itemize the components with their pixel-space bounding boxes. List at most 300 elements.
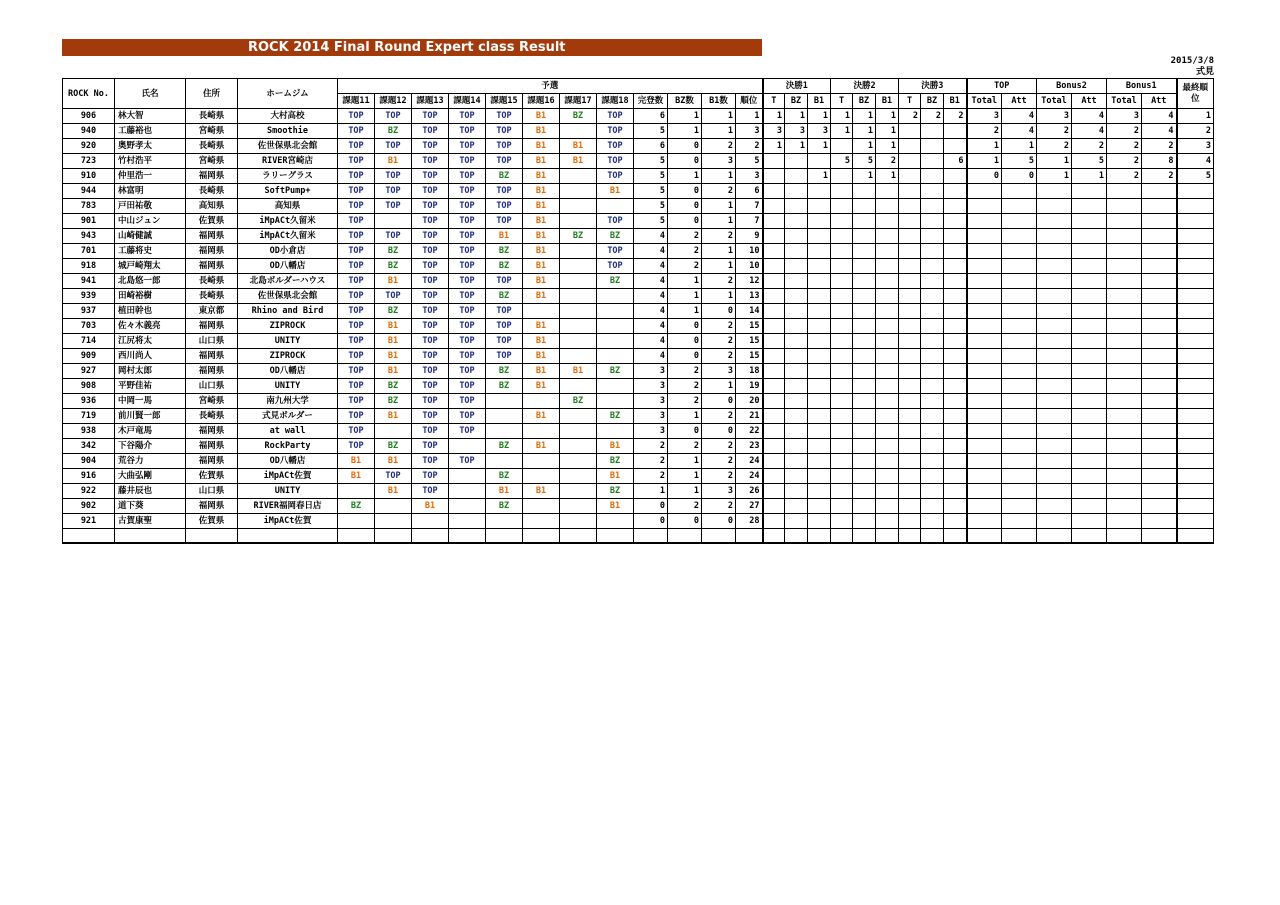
cell-problem-result — [597, 319, 634, 334]
cell-problem-result — [560, 514, 597, 529]
cell-bz-count: 2 — [668, 379, 702, 394]
cell-top-att — [1002, 484, 1037, 499]
cell-name: 下谷陽介 — [115, 439, 186, 454]
cell-f2-b1: 1 — [876, 139, 899, 154]
cell-top-total — [967, 514, 1002, 529]
cell-bonus1-total — [1107, 334, 1142, 349]
cell-bonus2-att — [1072, 349, 1107, 364]
cell-name: 林大智 — [115, 109, 186, 124]
header-final-rank: 最終順位 — [1177, 79, 1214, 109]
cell-bonus2-total: 3 — [1037, 109, 1072, 124]
table-row — [63, 289, 1214, 304]
cell-completed: 4 — [634, 289, 668, 304]
cell-f1-t — [763, 469, 785, 484]
cell-problem-result: BZ — [486, 289, 523, 304]
cell-bonus2-total — [1037, 394, 1072, 409]
cell-problem-result: BZ — [375, 259, 412, 274]
cell-pref: 福岡県 — [186, 499, 238, 514]
cell-bonus2-att — [1072, 214, 1107, 229]
cell-f2-bz: 1 — [853, 139, 876, 154]
cell-bz-count: 1 — [668, 484, 702, 499]
cell-b1-count: 1 — [702, 199, 736, 214]
table-row — [63, 154, 1214, 169]
cell-problem-result: TOP — [597, 169, 634, 184]
cell-final-rank — [1177, 334, 1214, 349]
cell-completed: 2 — [634, 439, 668, 454]
cell-final-rank: 1 — [1177, 109, 1214, 124]
cell-rank: 21 — [736, 409, 763, 424]
cell-gym: Rhino and Bird — [238, 304, 338, 319]
cell-problem-result: B1 — [375, 454, 412, 469]
header-problem: 課題18 — [597, 94, 634, 109]
cell-f3-b1 — [944, 469, 967, 484]
cell-name: 荒谷力 — [115, 454, 186, 469]
cell-problem-result — [338, 484, 375, 499]
cell-bonus1-total — [1107, 229, 1142, 244]
cell-problem-result — [486, 514, 523, 529]
header-top-total: Total — [967, 94, 1002, 109]
cell-completed: 5 — [634, 154, 668, 169]
cell-problem-result: TOP — [338, 259, 375, 274]
cell-rank: 12 — [736, 274, 763, 289]
cell-f2-bz — [853, 214, 876, 229]
cell-name: 中山ジュン — [115, 214, 186, 229]
cell-f2-bz — [853, 199, 876, 214]
cell-bonus2-att: 1 — [1072, 169, 1107, 184]
cell-rank: 14 — [736, 304, 763, 319]
cell-bz-count: 1 — [668, 289, 702, 304]
cell-problem-result — [375, 499, 412, 514]
cell-problem-result: TOP — [338, 184, 375, 199]
cell-problem-result: B1 — [523, 199, 560, 214]
cell-bonus1-att — [1142, 184, 1177, 199]
cell-problem-result: BZ — [597, 454, 634, 469]
cell-problem-result: TOP — [412, 409, 449, 424]
header-problem: 課題12 — [375, 94, 412, 109]
cell-top-total — [967, 289, 1002, 304]
cell-name: 奥野孝太 — [115, 139, 186, 154]
cell-problem-result: TOP — [597, 154, 634, 169]
cell-problem-result: TOP — [597, 244, 634, 259]
cell-f3-t — [899, 154, 921, 169]
cell-completed: 4 — [634, 349, 668, 364]
cell-rank: 7 — [736, 214, 763, 229]
header-bonus2: Bonus2 — [1037, 79, 1107, 94]
cell-empty — [186, 529, 238, 544]
cell-bz-count: 2 — [668, 439, 702, 454]
cell-f3-t — [899, 424, 921, 439]
cell-f1-bz: 3 — [785, 124, 808, 139]
cell-bz-count: 0 — [668, 139, 702, 154]
cell-f3-t — [899, 244, 921, 259]
cell-problem-result: TOP — [338, 139, 375, 154]
cell-problem-result: BZ — [338, 499, 375, 514]
table-row — [63, 244, 1214, 259]
cell-problem-result: B1 — [375, 409, 412, 424]
cell-problem-result: TOP — [449, 289, 486, 304]
cell-problem-result: TOP — [449, 169, 486, 184]
cell-top-total — [967, 214, 1002, 229]
cell-bz-count: 0 — [668, 214, 702, 229]
cell-bonus2-total — [1037, 214, 1072, 229]
cell-top-att — [1002, 469, 1037, 484]
cell-bonus1-total: 2 — [1107, 154, 1142, 169]
cell-final-rank — [1177, 244, 1214, 259]
event-date: 2015/3/8 — [1170, 56, 1214, 66]
cell-bonus1-total — [1107, 454, 1142, 469]
cell-top-att — [1002, 274, 1037, 289]
cell-rock-no: 719 — [63, 409, 115, 424]
cell-bonus2-att — [1072, 499, 1107, 514]
cell-top-att — [1002, 259, 1037, 274]
cell-final-rank — [1177, 184, 1214, 199]
cell-bonus2-att — [1072, 514, 1107, 529]
cell-f1-b1 — [808, 454, 831, 469]
cell-problem-result — [560, 274, 597, 289]
cell-completed: 4 — [634, 319, 668, 334]
cell-f3-b1 — [944, 214, 967, 229]
cell-f3-b1 — [944, 349, 967, 364]
cell-f2-b1 — [876, 334, 899, 349]
cell-empty — [921, 529, 944, 544]
cell-f2-bz: 1 — [853, 124, 876, 139]
table-body — [63, 109, 1214, 544]
cell-top-att — [1002, 229, 1037, 244]
cell-bonus2-total — [1037, 274, 1072, 289]
cell-b1-count: 1 — [702, 259, 736, 274]
cell-f2-t — [831, 184, 853, 199]
cell-problem-result: BZ — [597, 274, 634, 289]
header-final3-bz: BZ — [921, 94, 944, 109]
cell-problem-result: B1 — [523, 364, 560, 379]
table-row — [63, 469, 1214, 484]
cell-problem-result: TOP — [486, 109, 523, 124]
cell-empty — [702, 529, 736, 544]
cell-f1-b1 — [808, 319, 831, 334]
cell-b1-count: 3 — [702, 154, 736, 169]
cell-top-att: 1 — [1002, 139, 1037, 154]
cell-bonus2-total — [1037, 514, 1072, 529]
cell-b1-count: 0 — [702, 514, 736, 529]
cell-problem-result — [486, 424, 523, 439]
cell-problem-result: B1 — [486, 229, 523, 244]
header-final1-bz: BZ — [785, 94, 808, 109]
cell-f2-bz — [853, 289, 876, 304]
cell-f3-bz — [921, 349, 944, 364]
cell-f2-t — [831, 244, 853, 259]
cell-problem-result: TOP — [338, 319, 375, 334]
cell-final-rank — [1177, 424, 1214, 439]
cell-top-att — [1002, 304, 1037, 319]
cell-problem-result: TOP — [375, 139, 412, 154]
cell-problem-result — [375, 424, 412, 439]
cell-problem-result: TOP — [449, 319, 486, 334]
cell-rock-no: 902 — [63, 499, 115, 514]
cell-completed: 6 — [634, 139, 668, 154]
table-row — [63, 484, 1214, 499]
cell-problem-result: B1 — [597, 469, 634, 484]
cell-empty — [876, 529, 899, 544]
cell-problem-result: BZ — [486, 364, 523, 379]
cell-problem-result — [560, 214, 597, 229]
cell-f1-bz — [785, 394, 808, 409]
cell-problem-result — [486, 394, 523, 409]
cell-final-rank — [1177, 304, 1214, 319]
cell-rank: 13 — [736, 289, 763, 304]
cell-empty — [808, 529, 831, 544]
cell-bonus1-att — [1142, 469, 1177, 484]
cell-f2-b1 — [876, 424, 899, 439]
cell-problem-result: B1 — [375, 349, 412, 364]
cell-f2-bz — [853, 394, 876, 409]
cell-rank: 10 — [736, 244, 763, 259]
cell-f2-b1 — [876, 349, 899, 364]
cell-bonus2-total — [1037, 184, 1072, 199]
cell-top-att: 0 — [1002, 169, 1037, 184]
cell-bonus2-att: 5 — [1072, 154, 1107, 169]
cell-bonus2-total — [1037, 379, 1072, 394]
cell-f3-t — [899, 229, 921, 244]
cell-problem-result: B1 — [338, 469, 375, 484]
cell-f3-bz — [921, 214, 944, 229]
cell-f2-b1 — [876, 229, 899, 244]
cell-f2-bz — [853, 409, 876, 424]
cell-name: 北島悠一郎 — [115, 274, 186, 289]
cell-f1-bz — [785, 499, 808, 514]
cell-pref: 福岡県 — [186, 259, 238, 274]
cell-problem-result: TOP — [338, 154, 375, 169]
cell-problem-result — [523, 424, 560, 439]
cell-top-att: 4 — [1002, 124, 1037, 139]
cell-f3-t — [899, 184, 921, 199]
cell-bonus1-att — [1142, 259, 1177, 274]
cell-f1-b1 — [808, 184, 831, 199]
cell-empty — [375, 529, 412, 544]
cell-f2-t — [831, 469, 853, 484]
cell-f2-b1 — [876, 364, 899, 379]
cell-bonus1-total: 2 — [1107, 139, 1142, 154]
cell-name: 岡村太郎 — [115, 364, 186, 379]
cell-gym: RIVER福岡春日店 — [238, 499, 338, 514]
cell-bz-count: 2 — [668, 229, 702, 244]
cell-f3-b1 — [944, 334, 967, 349]
cell-rock-no: 921 — [63, 514, 115, 529]
cell-f2-t — [831, 364, 853, 379]
cell-name: 工藤将史 — [115, 244, 186, 259]
cell-empty — [1177, 529, 1214, 544]
cell-problem-result: B1 — [523, 334, 560, 349]
cell-f3-bz — [921, 124, 944, 139]
cell-bonus1-att — [1142, 439, 1177, 454]
cell-problem-result: TOP — [412, 289, 449, 304]
cell-f3-b1 — [944, 244, 967, 259]
cell-top-total: 1 — [967, 139, 1002, 154]
cell-bonus1-total — [1107, 484, 1142, 499]
cell-problem-result: B1 — [375, 274, 412, 289]
cell-f3-bz — [921, 244, 944, 259]
cell-bonus1-total — [1107, 199, 1142, 214]
cell-f2-bz — [853, 349, 876, 364]
cell-f2-t — [831, 514, 853, 529]
cell-pref: 東京都 — [186, 304, 238, 319]
cell-problem-result: B1 — [338, 454, 375, 469]
cell-problem-result: B1 — [523, 184, 560, 199]
cell-problem-result: TOP — [486, 124, 523, 139]
cell-name: 林富明 — [115, 184, 186, 199]
cell-problem-result — [449, 514, 486, 529]
cell-problem-result — [560, 319, 597, 334]
cell-f3-t — [899, 304, 921, 319]
cell-completed: 2 — [634, 469, 668, 484]
cell-problem-result: TOP — [412, 244, 449, 259]
cell-top-total — [967, 469, 1002, 484]
cell-empty — [763, 529, 785, 544]
cell-rank: 15 — [736, 319, 763, 334]
cell-f2-b1 — [876, 184, 899, 199]
cell-f1-b1 — [808, 469, 831, 484]
cell-problem-result — [523, 499, 560, 514]
cell-problem-result: TOP — [412, 439, 449, 454]
cell-b1-count: 2 — [702, 274, 736, 289]
cell-bonus2-total — [1037, 289, 1072, 304]
cell-f2-b1 — [876, 214, 899, 229]
cell-f1-bz — [785, 274, 808, 289]
cell-empty — [1072, 529, 1107, 544]
cell-bonus1-total: 2 — [1107, 169, 1142, 184]
cell-gym: iMpACt久留米 — [238, 214, 338, 229]
cell-bonus1-total — [1107, 499, 1142, 514]
header-problem: 課題17 — [560, 94, 597, 109]
cell-name: 木戸竜馬 — [115, 424, 186, 439]
cell-problem-result: TOP — [375, 109, 412, 124]
cell-rank: 2 — [736, 139, 763, 154]
cell-top-total — [967, 364, 1002, 379]
cell-pref: 山口県 — [186, 484, 238, 499]
cell-f3-bz — [921, 469, 944, 484]
cell-f2-bz: 1 — [853, 109, 876, 124]
cell-top-total — [967, 379, 1002, 394]
header-name: 氏名 — [115, 79, 186, 109]
cell-f3-b1 — [944, 409, 967, 424]
cell-completed: 3 — [634, 379, 668, 394]
cell-problem-result: BZ — [375, 244, 412, 259]
cell-name: 工藤裕也 — [115, 124, 186, 139]
cell-rank: 5 — [736, 154, 763, 169]
cell-bonus1-total — [1107, 319, 1142, 334]
cell-f2-t — [831, 334, 853, 349]
cell-pref: 山口県 — [186, 334, 238, 349]
cell-completed: 2 — [634, 454, 668, 469]
cell-f3-t — [899, 139, 921, 154]
header-final2: 決勝2 — [831, 79, 899, 94]
cell-name: 田崎裕樹 — [115, 289, 186, 304]
cell-top-total — [967, 409, 1002, 424]
cell-f1-t — [763, 289, 785, 304]
cell-problem-result: TOP — [338, 289, 375, 304]
header-final3: 決勝3 — [899, 79, 967, 94]
table-row — [63, 349, 1214, 364]
cell-top-att — [1002, 424, 1037, 439]
cell-bonus1-total — [1107, 274, 1142, 289]
cell-f3-bz — [921, 139, 944, 154]
cell-f3-t — [899, 454, 921, 469]
cell-bonus1-total — [1107, 439, 1142, 454]
cell-problem-result: TOP — [449, 154, 486, 169]
table-row — [63, 499, 1214, 514]
cell-f2-t — [831, 229, 853, 244]
cell-f1-t — [763, 244, 785, 259]
cell-pref: 長崎県 — [186, 139, 238, 154]
cell-bonus2-att — [1072, 364, 1107, 379]
cell-problem-result: TOP — [486, 184, 523, 199]
cell-rock-no: 916 — [63, 469, 115, 484]
cell-f2-t: 1 — [831, 109, 853, 124]
cell-top-total: 2 — [967, 124, 1002, 139]
cell-rank: 9 — [736, 229, 763, 244]
cell-f1-bz — [785, 514, 808, 529]
cell-problem-result: TOP — [412, 304, 449, 319]
cell-f3-bz — [921, 229, 944, 244]
cell-f1-t — [763, 454, 785, 469]
header-problem: 課題15 — [486, 94, 523, 109]
cell-rank: 24 — [736, 469, 763, 484]
cell-name: 藤井辰也 — [115, 484, 186, 499]
cell-bonus2-total — [1037, 229, 1072, 244]
cell-bonus2-att — [1072, 379, 1107, 394]
cell-rank: 3 — [736, 124, 763, 139]
cell-bonus2-total: 2 — [1037, 124, 1072, 139]
cell-f3-b1 — [944, 184, 967, 199]
cell-problem-result: TOP — [412, 274, 449, 289]
cell-problem-result — [560, 169, 597, 184]
cell-bonus1-total — [1107, 259, 1142, 274]
cell-f1-bz — [785, 454, 808, 469]
cell-f1-t — [763, 274, 785, 289]
cell-bonus1-att — [1142, 244, 1177, 259]
cell-bonus1-att — [1142, 364, 1177, 379]
cell-completed: 6 — [634, 109, 668, 124]
header-final2-b1: B1 — [876, 94, 899, 109]
cell-gym: 南九州大学 — [238, 394, 338, 409]
results-table — [62, 78, 1214, 544]
cell-problem-result: TOP — [338, 244, 375, 259]
cell-bonus1-att — [1142, 409, 1177, 424]
header-rock-no: ROCK No. — [63, 79, 115, 109]
cell-problem-result — [597, 199, 634, 214]
header-final3-b1: B1 — [944, 94, 967, 109]
cell-problem-result: B1 — [375, 334, 412, 349]
cell-f3-bz — [921, 394, 944, 409]
cell-problem-result — [449, 499, 486, 514]
cell-problem-result — [523, 454, 560, 469]
cell-problem-result: TOP — [449, 259, 486, 274]
cell-rank: 28 — [736, 514, 763, 529]
cell-rock-no: 910 — [63, 169, 115, 184]
cell-f1-bz — [785, 484, 808, 499]
cell-f1-t — [763, 424, 785, 439]
cell-f1-bz — [785, 439, 808, 454]
cell-problem-result: TOP — [338, 214, 375, 229]
cell-pref: 長崎県 — [186, 274, 238, 289]
cell-rock-no: 920 — [63, 139, 115, 154]
cell-b1-count: 1 — [702, 109, 736, 124]
cell-rock-no: 922 — [63, 484, 115, 499]
cell-final-rank — [1177, 514, 1214, 529]
cell-problem-result — [412, 514, 449, 529]
cell-problem-result: TOP — [412, 484, 449, 499]
cell-problem-result: B1 — [560, 364, 597, 379]
cell-f3-b1 — [944, 199, 967, 214]
